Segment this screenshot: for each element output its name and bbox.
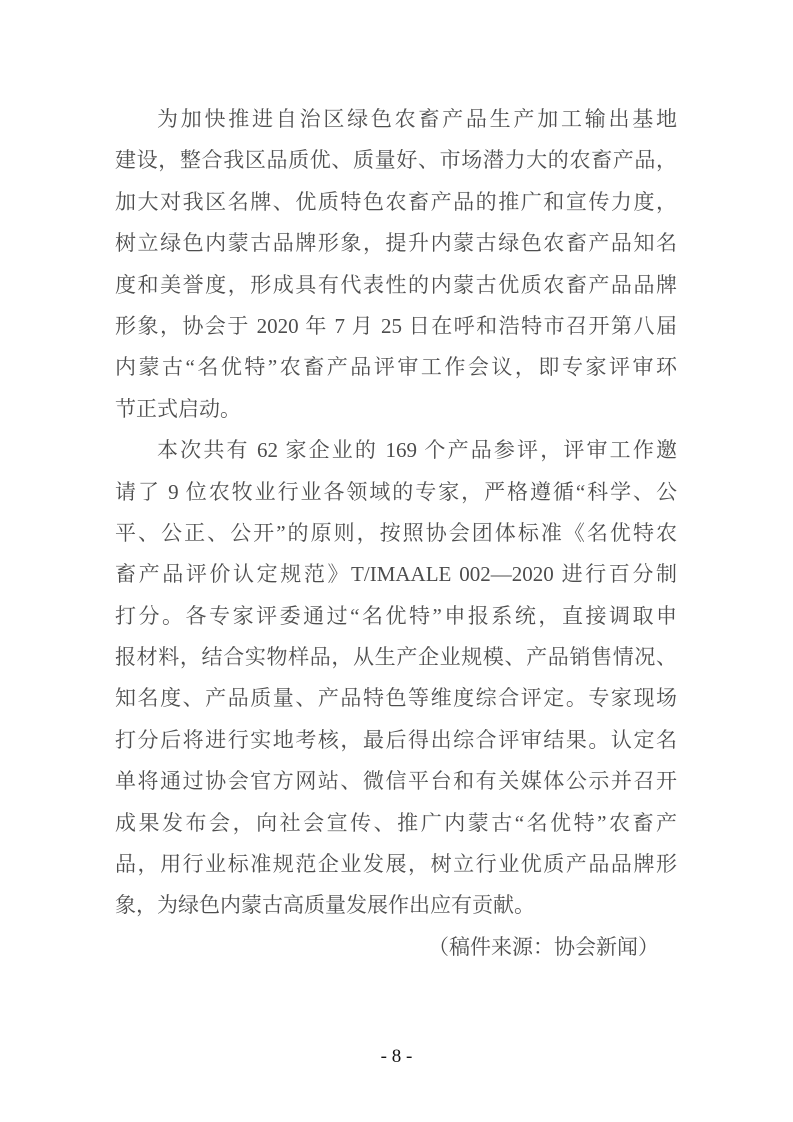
source-attribution: （稿件来源：协会新闻） [428,934,659,959]
text-line: 本次共有 62 家企业的 169 个产品参评，评审工作邀 [157,438,677,463]
text-line: 建设，整合我区品质优、质量好、市场潜力大的农畜产品， [115,148,677,173]
text-line: 报材料，结合实物样品，从生产企业规模、产品销售情况、 [115,645,677,670]
text-line: 单将通过协会官方网站、微信平台和有关媒体公示并召开 [115,769,677,794]
text-line: 平、公正、公开”的原则，按照协会团体标准《名优特农 [115,520,677,545]
text-line: 畜产品评价认定规范》T/IMAALE 002—2020 进行百分制 [115,562,677,587]
text-line: 请了 9 位农牧业行业各领域的专家，严格遵循“科学、公 [115,479,677,504]
page-number: - 8 - [380,1046,413,1067]
text-line: 象，为绿色内蒙古高质量发展作出应有贡献。 [115,893,535,918]
text-line: 加大对我区名牌、优质特色农畜产品的推广和宣传力度， [115,189,677,214]
text-line: 度和美誉度，形成具有代表性的内蒙古优质农畜产品品牌 [115,272,677,297]
text-line: 打分后将进行实地考核，最后得出综合评审结果。认定名 [115,727,677,752]
text-line: 成果发布会，向社会宣传、推广内蒙古“名优特”农畜产 [115,810,677,835]
paragraph-second [115,430,677,927]
text-line: 节正式启动。 [115,396,241,421]
page-body [115,99,677,968]
text-line: 品，用行业标准规范企业发展，树立行业优质产品品牌形 [115,852,677,877]
text-line: 知名度、产品质量、产品特色等维度综合评定。专家现场 [115,686,677,711]
text-line: 树立绿色内蒙古品牌形象，提升内蒙古绿色农畜产品知名 [115,231,677,256]
paragraph-first [115,99,677,430]
text-line: 内蒙古“名优特”农畜产品评审工作会议，即专家评审环 [115,355,677,380]
text-line: 打分。各专家评委通过“名优特”申报系统，直接调取申 [115,603,677,628]
text-line: 为加快推进自治区绿色农畜产品生产加工输出基地 [157,107,677,131]
text-line: 形象，协会于 2020 年 7 月 25 日在呼和浩特市召开第八届 [115,313,677,338]
